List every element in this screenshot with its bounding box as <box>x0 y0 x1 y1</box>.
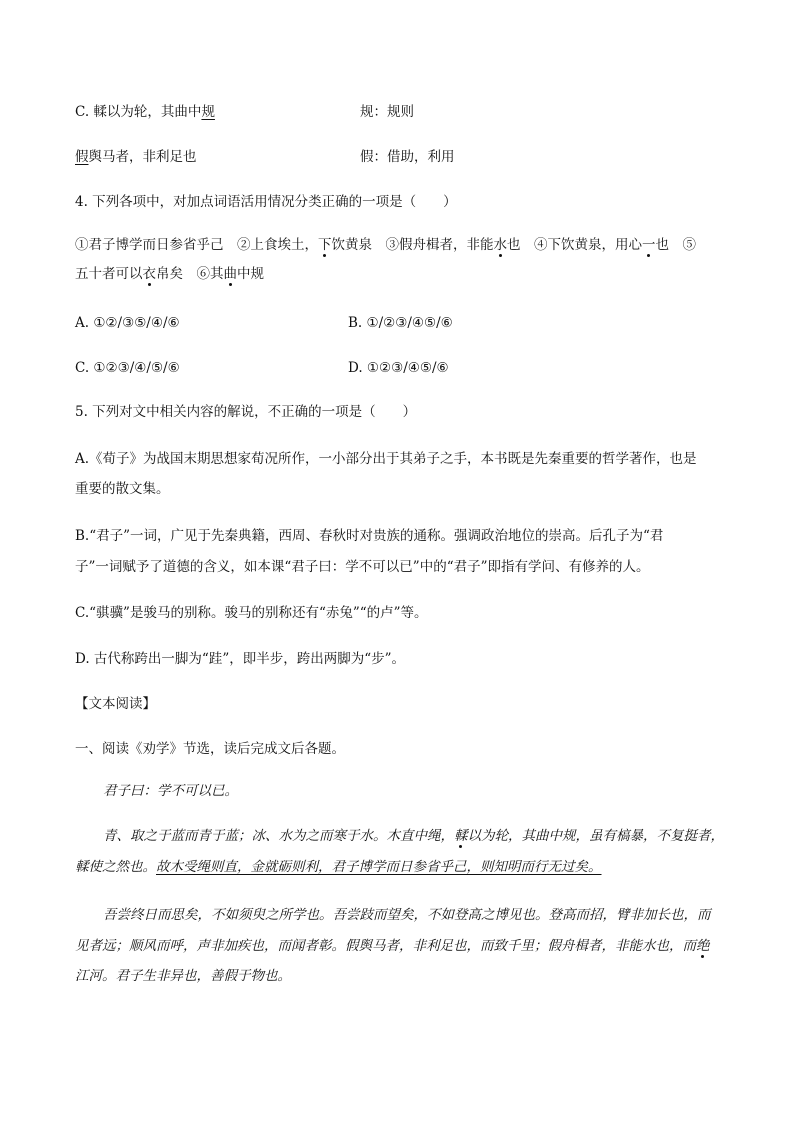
passage-paragraph-3-line2 <box>75 937 710 955</box>
dotted-word: 曲 <box>223 266 237 282</box>
passage-text: 輮使之然也。 <box>75 859 156 875</box>
q4-item-text: 中规 <box>237 266 264 282</box>
question-5-option-a-line2: 重要的散文集。 <box>75 481 170 497</box>
q4-item-text: 也 ⑤ <box>655 237 696 253</box>
dotted-word: 一 <box>642 237 656 253</box>
passage-text: 以为轮，其曲中规，虽有槁暴，不复挺者， <box>467 828 724 844</box>
question-5-option-a-line1: A.《荀子》为战国末期思想家荀况所作，一小部分出于其弟子之手，本书既是先秦重要的哲学著作，也是 <box>75 451 697 467</box>
question-4-option-d: D. ①②③/④⑤/⑥ <box>348 360 449 376</box>
option-d-text: 舆马者，非利足也 <box>88 149 197 165</box>
dotted-word: 水 <box>493 237 507 253</box>
question-5-option-b-line1: B.“君子”一词，广见于先秦典籍，西周、春秋时对贵族的通称。强调政治地位的崇高。后孔子为“君 <box>75 528 664 544</box>
dotted-word: 绝 <box>696 938 710 954</box>
q4-item-text: 也 ④下饮黄泉，用心 <box>507 237 642 253</box>
question-4-option-b: B. ①/②③/④⑤/⑥ <box>348 315 453 331</box>
dotted-word: 下 <box>318 237 332 253</box>
underlined-sentence: 故木受绳则直，金就砺则利，君子博学而日参省乎己，则知明而行无过矣。 <box>156 859 602 875</box>
question-4-option-c: C. ①②③/④/⑤/⑥ <box>75 360 180 376</box>
passage-paragraph-2-line1 <box>103 827 724 845</box>
passage-text: 见者远；顺风而呼，声非加疾也，而闻者彰。假舆马者，非利足也，而致千里；假舟楫者，非能水也，而 <box>75 938 696 954</box>
option-d <box>75 148 197 166</box>
passage-paragraph-1: 君子曰：学不可以已。 <box>103 783 238 799</box>
question-4-option-a: A. ①②/③⑤/④/⑥ <box>75 315 180 331</box>
question-5-stem: 5. 下列对文中相关内容的解说，不正确的一项是（ ） <box>75 404 417 420</box>
dotted-word: 輮 <box>454 828 468 844</box>
option-c <box>75 103 215 121</box>
option-c-underlined: 规 <box>201 104 215 120</box>
section-instruction: 一、阅读《劝学》节选，读后完成文后各题。 <box>75 741 345 757</box>
q4-item-text: 五十者可以 <box>75 266 143 282</box>
question-4-stem: 4. 下列各项中，对加点词语活用情况分类正确的一项是（ ） <box>75 194 457 210</box>
passage-text: 青、取之于蓝而青于蓝；冰、水为之而寒于水。木直中绳， <box>103 828 454 844</box>
passage-paragraph-2-line2 <box>75 858 602 876</box>
question-4-items-line1 <box>75 236 696 254</box>
section-heading: 【文本阅读】 <box>75 696 156 712</box>
q4-item-text: ①君子博学而日参省乎己 ②上食埃土， <box>75 237 318 253</box>
q4-item-text: 帛矣 ⑥其 <box>156 266 224 282</box>
question-5-option-b-line2: 子”一词赋予了道德的含义，如本课“君子曰：学不可以已”中的“君子”即指有学问、有修养的人。 <box>75 559 650 575</box>
option-d-note: 假：借助，利用 <box>360 149 455 165</box>
question-5-option-c: C.“骐骥”是骏马的别称。骏马的别称还有“赤兔”“的卢”等。 <box>75 605 428 621</box>
option-c-note: 规：规则 <box>360 104 414 120</box>
option-c-text: C. 輮以为轮，其曲中 <box>75 104 202 120</box>
dotted-word: 衣 <box>142 266 156 282</box>
passage-paragraph-3-line3: 江河。君子生非异也，善假于物也。 <box>75 968 291 984</box>
q4-item-text: 饮黄泉 ③假舟楫者，非能 <box>331 237 494 253</box>
passage-paragraph-3-line1: 吾尝终日而思矣，不如须臾之所学也。吾尝跂而望矣，不如登高之博见也。登高而招，臂非加长也，而 <box>103 907 711 923</box>
option-d-underlined: 假 <box>75 149 89 165</box>
question-4-items-line2 <box>75 265 264 283</box>
question-5-option-d: D. 古代称跨出一脚为“跬”，即半步，跨出两脚为“步”。 <box>75 651 406 667</box>
